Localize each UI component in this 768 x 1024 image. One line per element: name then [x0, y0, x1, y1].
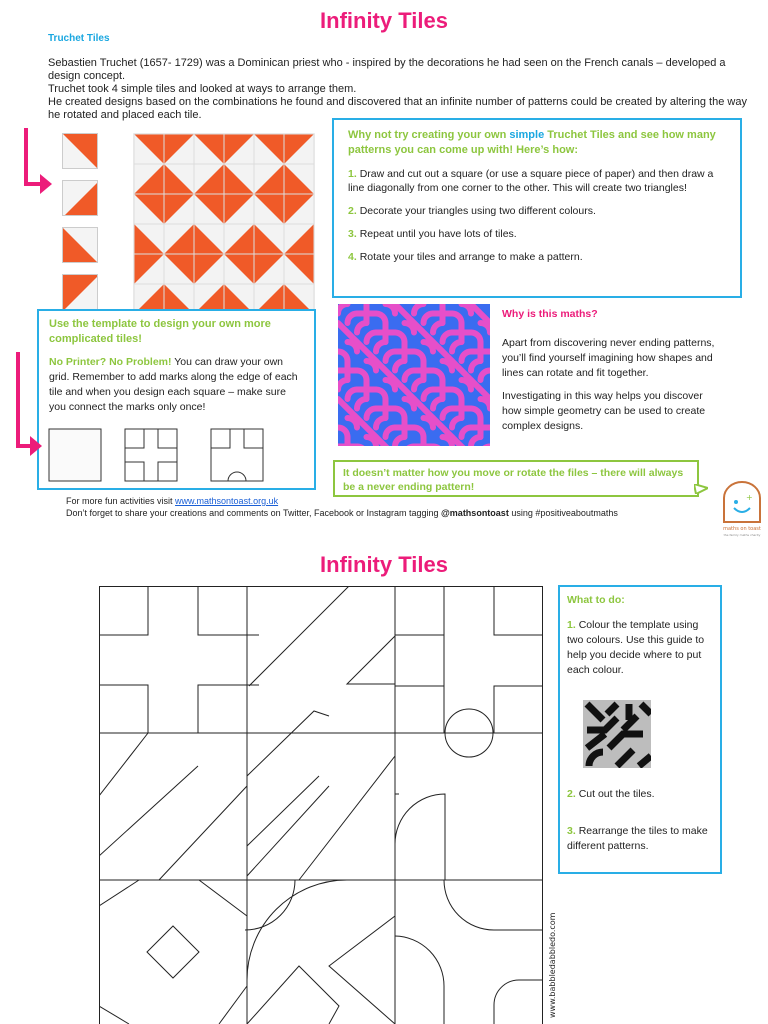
instruction-step: 1. Draw and cut out a square (or use a square piece of paper) and then draw a line diagonally from one corner to the other. This will create two triangles! [348, 168, 714, 194]
why-maths-paragraph: Investigating in this way helps you discover how simple geometry can be used to create complex designs. [502, 390, 706, 432]
maths-on-toast-logo [718, 478, 766, 538]
svg-text:+: + [746, 493, 753, 502]
colour-guide-pattern [583, 700, 651, 768]
instruction-step: 2. Decorate your triangles using two different colours. [348, 205, 596, 217]
instructions-box [332, 118, 742, 298]
todo-step: 3. Rearrange the tiles to make different patterns. [567, 825, 708, 852]
why-maths-section [502, 307, 717, 442]
template-tip-heading: Use the template to design your own more complicated tiles! [49, 318, 271, 345]
pink-arrow-icon [10, 350, 44, 460]
side-website-credit [546, 910, 558, 1020]
instruction-step: 3. Repeat until you have lots of tiles. [348, 228, 517, 240]
intro-paragraph: He created designs based on the combinations he found and discovered that an infinite number of patterns could be created by altering the way he rotated and placed each tile. [48, 96, 747, 121]
why-maths-heading: Why is this maths? [502, 308, 598, 320]
speech-bubble-tail [694, 484, 708, 494]
instructions-heading: Why not try creating your own simple Truchet Tiles and see how many patterns you can come up with! Here’s how: [348, 129, 716, 156]
what-to-do-heading: What to do: [567, 594, 625, 606]
intro-paragraph: Sebastien Truchet (1657- 1729) was a Dominican priest who - inspired by the decorations he had seen on the French canals – developed a design concept. [48, 57, 726, 82]
website-link[interactable]: www.mathsontoast.org.uk [175, 496, 279, 506]
intro-paragraph: Truchet took 4 simple tiles and looked at ways to arrange them. [48, 83, 357, 95]
tile-example [62, 133, 98, 169]
tile-template-grid [99, 586, 543, 1024]
truchet-pattern-photo [133, 133, 315, 315]
footer-line: For more fun activities visit www.mathsontoast.org.uk [66, 496, 279, 506]
mini-tile-blank [48, 428, 102, 482]
instruction-step: 4. Rotate your tiles and arrange to make a pattern. [348, 251, 583, 263]
mini-tile-arc [210, 428, 264, 482]
logo-tagline: the family maths charity [723, 533, 761, 537]
todo-step: 1. Colour the template using two colours. Use this guide to help you decide where to put each colour. [567, 619, 705, 676]
logo-text: maths on toast [723, 526, 761, 532]
pink-arrow-icon [18, 126, 54, 198]
what-to-do-box [558, 585, 722, 874]
template-tip-body: No Printer? No Problem! You can draw your own grid. Remember to add marks along the edge of each tile and when you design each square – make sure you connect the marks only once! [49, 356, 298, 413]
tile-example [62, 227, 98, 263]
speech-bubble: It doesn’t matter how you move or rotate the files – there will always be a never ending pattern! [333, 460, 699, 497]
page-title: Infinity Tiles [320, 552, 448, 577]
tile-example [62, 274, 98, 310]
tile-example [62, 180, 98, 216]
mini-tile-cross [124, 428, 178, 482]
intro-text [48, 57, 748, 122]
todo-step: 2. Cut out the tiles. [567, 788, 655, 800]
why-maths-paragraph: Apart from discovering never ending patterns, you’ll find yourself imagining how shapes and lines can rotate and fit together. [502, 337, 715, 379]
truchet-tile-examples [62, 133, 98, 321]
svg-text:www.babbledabbledo.com: www.babbledabbledo.com [548, 912, 557, 1018]
footer [66, 495, 618, 519]
page-title: Infinity Tiles [320, 8, 448, 33]
section-subtitle: Truchet Tiles [48, 33, 110, 44]
footer-line: Don’t forget to share your creations and comments on Twitter, Facebook or Instagram tagging @mathsontoast using #positiveaboutmaths [66, 508, 618, 518]
template-tip-box [37, 309, 316, 490]
pink-blue-truchet-pattern [338, 304, 490, 446]
